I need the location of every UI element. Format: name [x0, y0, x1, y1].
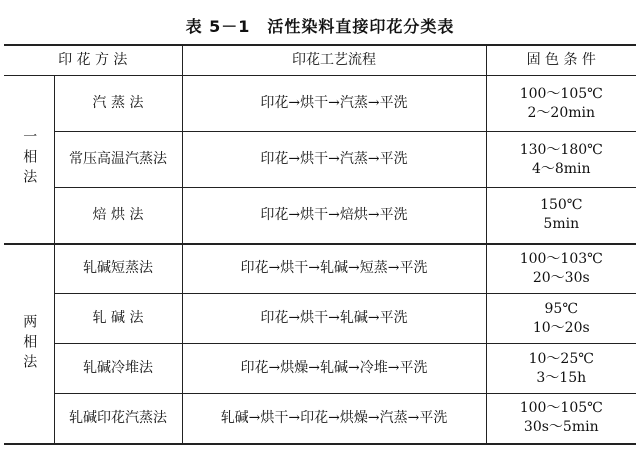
condition-temperature: 100～103℃ [519, 250, 603, 267]
header-process [182, 45, 486, 76]
header-process-label: 印花工艺流程 [292, 52, 377, 68]
condition-temperature: 100～105℃ [519, 85, 603, 102]
process-cell: 印花→烘干→汽蒸→平洗 [182, 76, 486, 132]
method-cell: 轧碱冷堆法 [54, 344, 182, 394]
method-cell: 轧 碱 法 [54, 294, 182, 344]
header-conditions [486, 45, 636, 76]
condition-time: 4～8min [531, 160, 591, 177]
process-cell: 印花→烘干→焙烘→平洗 [182, 188, 486, 244]
header-row [4, 45, 636, 76]
conditions-cell [486, 132, 636, 188]
group-label-text: 两相法 [21, 313, 38, 374]
table-title: 表 5－1 活性染料直接印花分类表 [185, 17, 455, 36]
process-cell: 印花→烘干→汽蒸→平洗 [182, 132, 486, 188]
conditions-cell [486, 244, 636, 294]
conditions-cell [486, 188, 636, 244]
conditions-cell [486, 344, 636, 394]
method-cell: 常压高温汽蒸法 [54, 132, 182, 188]
method-cell: 焙 烘 法 [54, 188, 182, 244]
conditions-cell [486, 394, 636, 444]
conditions-cell [486, 294, 636, 344]
condition-time: 10～20s [532, 319, 590, 336]
condition-time: 2～20min [527, 104, 596, 121]
condition-temperature: 130～180℃ [519, 141, 603, 158]
table-row [4, 394, 636, 444]
table-row [4, 188, 636, 244]
method-cell: 轧碱短蒸法 [54, 244, 182, 294]
process-cell: 轧碱→烘干→印花→烘燥→汽蒸→平洗 [182, 394, 486, 444]
table-row [4, 76, 636, 132]
condition-temperature: 10～25℃ [528, 350, 594, 367]
header-conditions-label: 固 色 条 件 [526, 52, 596, 68]
conditions-cell [486, 76, 636, 132]
process-cell: 印花→烘干→轧碱→平洗 [182, 294, 486, 344]
process-cell: 印花→烘燥→轧碱→冷堆→平洗 [182, 344, 486, 394]
group-label-one-phase [4, 76, 54, 244]
condition-time: 5min [543, 216, 580, 233]
header-method-label: 印 花 方 法 [58, 52, 128, 68]
condition-time: 3～15h [536, 369, 587, 386]
group-label-two-phase [4, 244, 54, 444]
condition-time: 30s～5min [523, 419, 599, 436]
condition-temperature: 95℃ [544, 300, 578, 317]
table-row [4, 244, 636, 294]
table-row [4, 132, 636, 188]
method-cell: 汽 蒸 法 [54, 76, 182, 132]
condition-temperature: 100～105℃ [519, 400, 603, 417]
method-cell: 轧碱印花汽蒸法 [54, 394, 182, 444]
printing-classification-table [4, 44, 636, 445]
table-row [4, 294, 636, 344]
process-cell: 印花→烘干→轧碱→短蒸→平洗 [182, 244, 486, 294]
condition-temperature: 150℃ [540, 197, 583, 214]
header-method [4, 45, 182, 76]
table-row [4, 344, 636, 394]
group-label-text: 一相法 [21, 129, 38, 190]
condition-time: 20～30s [532, 269, 590, 286]
